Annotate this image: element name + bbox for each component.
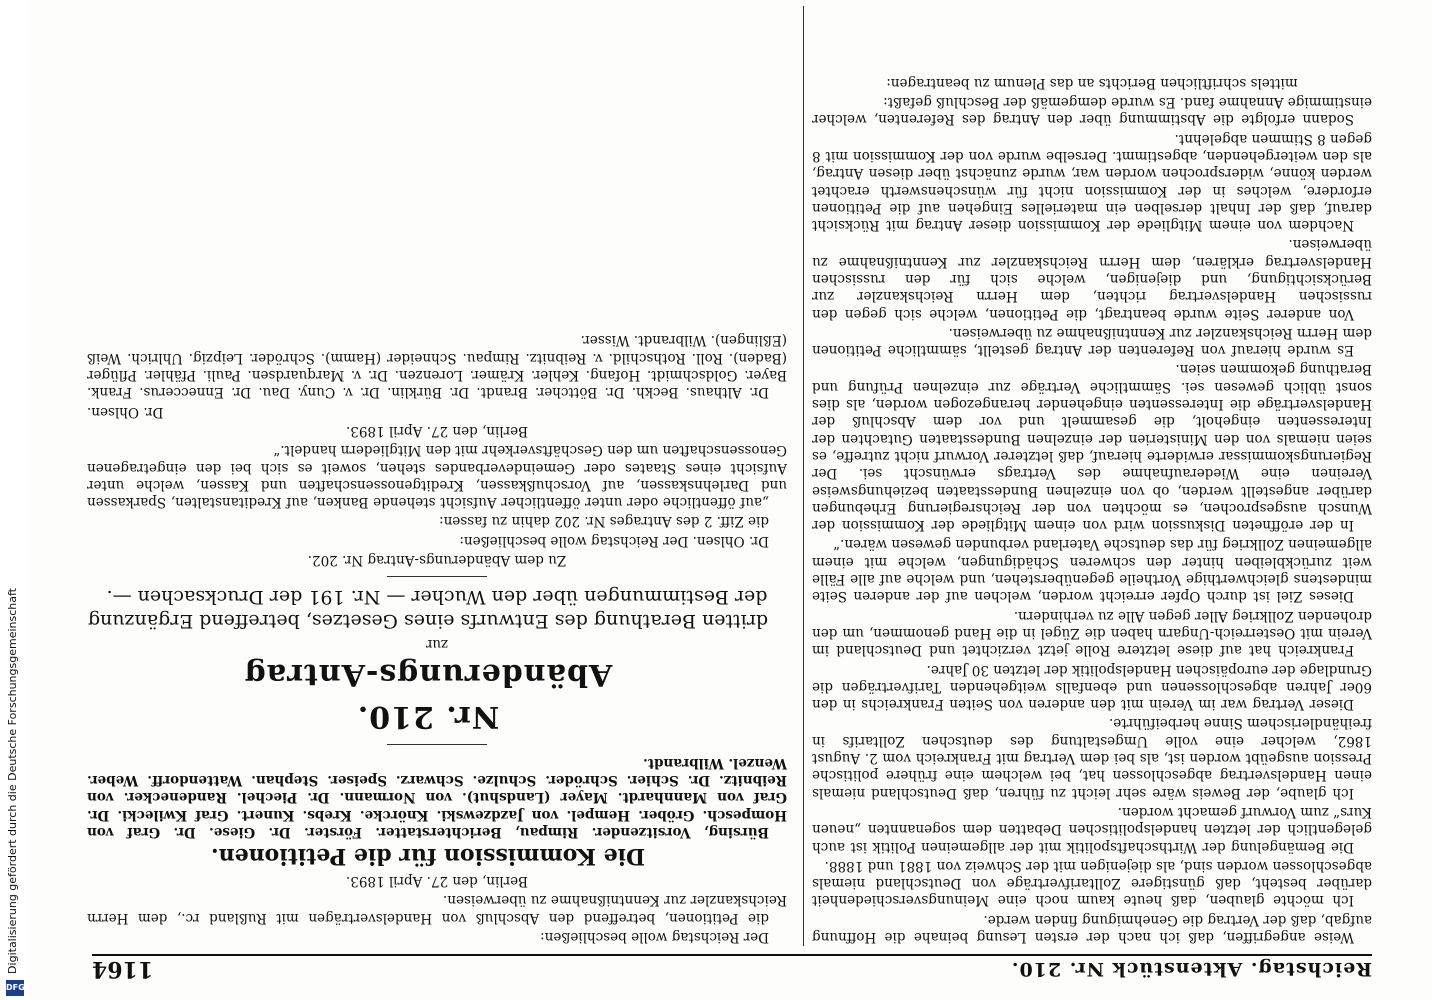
document-title: Abänderungs-Antrag	[243, 657, 613, 693]
motion-intro: Der Reichstag wolle beschließen:	[540, 929, 769, 945]
document-subject: dritten Berathung des Entwurfs eines Gesetzes, betreffend Ergänzung der Bestimmungen über den Wucher — Nr. 191 der Drucksachen —.	[87, 586, 769, 633]
dfg-logo-icon: DFG	[6, 980, 24, 996]
document-zur: zur	[425, 636, 449, 653]
left-paragraph: Die Bemängelung der Wirthschaftspolitik mit der allgemeinen Politik ist auch gelegentlich der letzten handelspolitischen Debatten dem sogenannten „neuen Kurs“ zum Vorwurf gemacht worden.	[812, 803, 1372, 855]
left-paragraph: Ich glaube, der Beweis wäre sehr leicht zu führen, daß Deutschland niemals einen Handelsvertrag abgeschlossen hat, bei welchem eine frühere politische Pression ausgeübt worden ist, als bei dem Vertrag mit Frankreich vom 2. August 1862, welcher eine volle Umgestaltung des deutschen Zolltarifs in freihändlerischem Sinne herbeiführte.	[812, 715, 1372, 801]
right-column	[87, 329, 787, 945]
supporters-list: Dr. Althaus. Beckh. Dr. Böttcher. Brandt. Dr. Bürklin. Dr. v. Cuny. Dau. Dr. Enneccerus. Frank. Bayer. Goldschmidt. Hofang. Kehler. Krämer. Lorenzen. Dr. v. Marquardsen. Pauli. Pfähler. Pflüger (Baden). Roll. Rothschild. v. Reibnitz. Rimpau. Schneider (Hamm). Schröder. Leipzig. Uhlrich. Weiß (Eßlingen). Wilbrandt. Wisser.	[87, 332, 787, 401]
page-header	[92, 954, 1372, 988]
amendment-author: Dr. Ohlsen. Der Reichstag wolle beschließen:	[459, 532, 769, 549]
left-column	[812, 71, 1372, 945]
left-paragraph: Dieser Vertrag war im Verein mit den anderen von Seiten Frankreichs in den 60er Jahren abgeschlossenen und ebenfalls weitgehenden Tarifverträgen die Grundlage der europäischen Handelspolitik der letzten 30 Jahre.	[812, 661, 1372, 713]
scan-credit-strip	[0, 0, 30, 1000]
section-rule	[387, 576, 487, 577]
place-date: Berlin, den 27. April 1893.	[345, 873, 529, 890]
commission-members: Bürsing, Vorsitzender. Rimpau, Berichterstatter. Förster. Dr. Giese. Dr. Graf von Hompesch. Gröber. Hempel. von Jazdzewski. Knörcke. Krebs. Kunert. Graf Kwilecki. Dr. Graf von Mannhardt. Mayer (Landshut). von Normann. Dr. Piechel. Randenecker. von Reibnitz. Dr. Schier. Schröder. Schulze. Schwarz. Speiser. Stephan. Wattendorff. Weber. Wenzel. Wilbrandt.	[87, 754, 787, 840]
left-paragraph: Von anderer Seite wurde beantragt, die Petitionen, welche sich gegen den russischen Handelsvertrag richten, dem Herrn Reichskanzler zur Berücksichtigung, und diejenigen, welche sich für den russischen Handelsvertrag erklären, dem Herrn Reichskanzler zur Kenntnißnahme zu überweisen.	[812, 236, 1372, 322]
amendment-intro: die Ziff. 2 des Antrages Nr. 202 dahin zu fassen:	[439, 513, 769, 530]
amendment-reference: Zu dem Abänderungs-Antrag Nr. 202.	[307, 552, 567, 569]
page-number: 1164	[92, 956, 154, 982]
dfg-credit-text: Digitalisierung gefördert durch die Deutsche Forschungsgemeinschaft	[6, 588, 19, 974]
left-paragraph: Weise angegriffen, daß ich nach der ersten Lesung beinahe die Hoffnung aufgab, daß der Vertrag die Genehmigung finden werde.	[812, 911, 1372, 945]
left-paragraph: Frankreich hat auf diese letztere Rolle jetzt verzichtet und Deutschland im Verein mit Oesterreich-Ungarn haben die Zügel in die Hand genommen, um den drohenden Zollkrieg Aller gegen Alle zu verhindern.	[812, 607, 1372, 659]
document-number: Nr. 210.	[356, 699, 500, 735]
left-paragraph: Dieses Ziel ist durch Opfer erreicht worden, welchen auf der anderen Seite mindestens gleichwerthige Vortheile gegenüberstehen, und welche auf alle Fälle weit zurückbleiben hinter den schweren Schädigungen, welche mit einem allgemeinen Zollkrieg für das deutsche Vaterland verbunden gewesen wären.“	[812, 536, 1372, 605]
amendment-text: „auf öffentliche oder unter öffentlicher Aufsicht stehende Banken, auf Kreditanstalten, Sparkassen und Darlehnskassen, auf Vorschußkassen, Kreditgenossenschaften und Kassen, welche unter Aufsicht eines Staates oder Gemeindeverbandes stehen, soweit es sich bei den eingetragenen Genossenschaften um den Geschäftsverkehr mit den Mitgliedern handelt.“	[87, 442, 787, 511]
left-paragraph: Nachdem von einem Mitgliede der Kommission dieser Antrag mit Rücksicht darauf, daß der Inhalt derselben ein materielles Eingehen auf die Petitionen erfordere, welches in der Kommission nicht für wünschenswerth erachtet werden könne, widersprochen worden war, wurde zunächst über diesen Antrag, als den weitergehenden, abgestimmt. Derselbe wurde von der Kommission mit 8 gegen 8 Stimmen abgelehnt.	[812, 130, 1372, 234]
left-paragraph: Sodann erfolgte die Abstimmung über den Antrag des Referenten, welcher einstimmige Annahme fand. Es wurde demgemäß der Beschluß gefaßt:	[812, 94, 1372, 128]
page-sheet	[30, 0, 1432, 1000]
running-title: Reichstag. Aktenstück Nr. 210.	[1010, 958, 1372, 980]
motion-text: die Petitionen, betreffend den Abschluß von Handelsverträgen mit Rußland rc., dem Herrn Reichskanzler zur Kenntnißnahme zu überweisen.	[87, 892, 787, 926]
section-rule	[387, 744, 487, 745]
left-paragraph: mittels schriftlichen Berichts an das Plenum zu beantragen:	[886, 74, 1298, 91]
left-paragraph: In der eröffneten Diskussion wird von einem Mitgliede der Kommission der Wunsch ausgesprochen, es möchten von der Reichsregierung Erhebungen darüber angestellt werden, ob von einzelnen Bundesstaaten beziehungsweise Vereinen eine Wiederaufnahme des Vertrags erwünscht sei. Der Regierungskommissar erwiderte hierauf, daß letzterer Vorwurf nicht zutreffe, es seien niemals von den Ministerien der einzelnen Bundesstaaten Gutachten der Interessenten eingeholt, die gesammelt und vor dem Abschluß der Handelsverträge die Interessenten eingehender herangezogen worden, als dies sonst üblich gewesen sei. Sämmtliche Verträge zur einzelnen Prüfung und Berathung gekommen seien.	[812, 361, 1372, 534]
scanned-page	[30, 0, 1432, 1000]
commission-title: Die Kommission für die Petitionen.	[210, 842, 646, 869]
header-rule	[92, 954, 1372, 956]
place-date: Berlin, den 27. April 1893.	[345, 422, 529, 439]
left-paragraph: Es wurde hierauf von Referenten der Antrag gestellt, sämmtliche Petitionen dem Herrn Reichskanzler zur Kenntnißnahme zu überweisen.	[812, 324, 1372, 359]
left-paragraph: Ich möchte glauben, daß heute kaum noch eine Meinungsverschiedenheit darüber besteht, daß günstigere Zolltarifverträge von Deutschland niemals abgeschlossen worden sind, als diejenigen mit der Schweiz von 1881 und 1888.	[812, 857, 1372, 909]
column-divider	[803, 6, 804, 946]
signatory: Dr. Ohlsen.	[87, 403, 164, 420]
